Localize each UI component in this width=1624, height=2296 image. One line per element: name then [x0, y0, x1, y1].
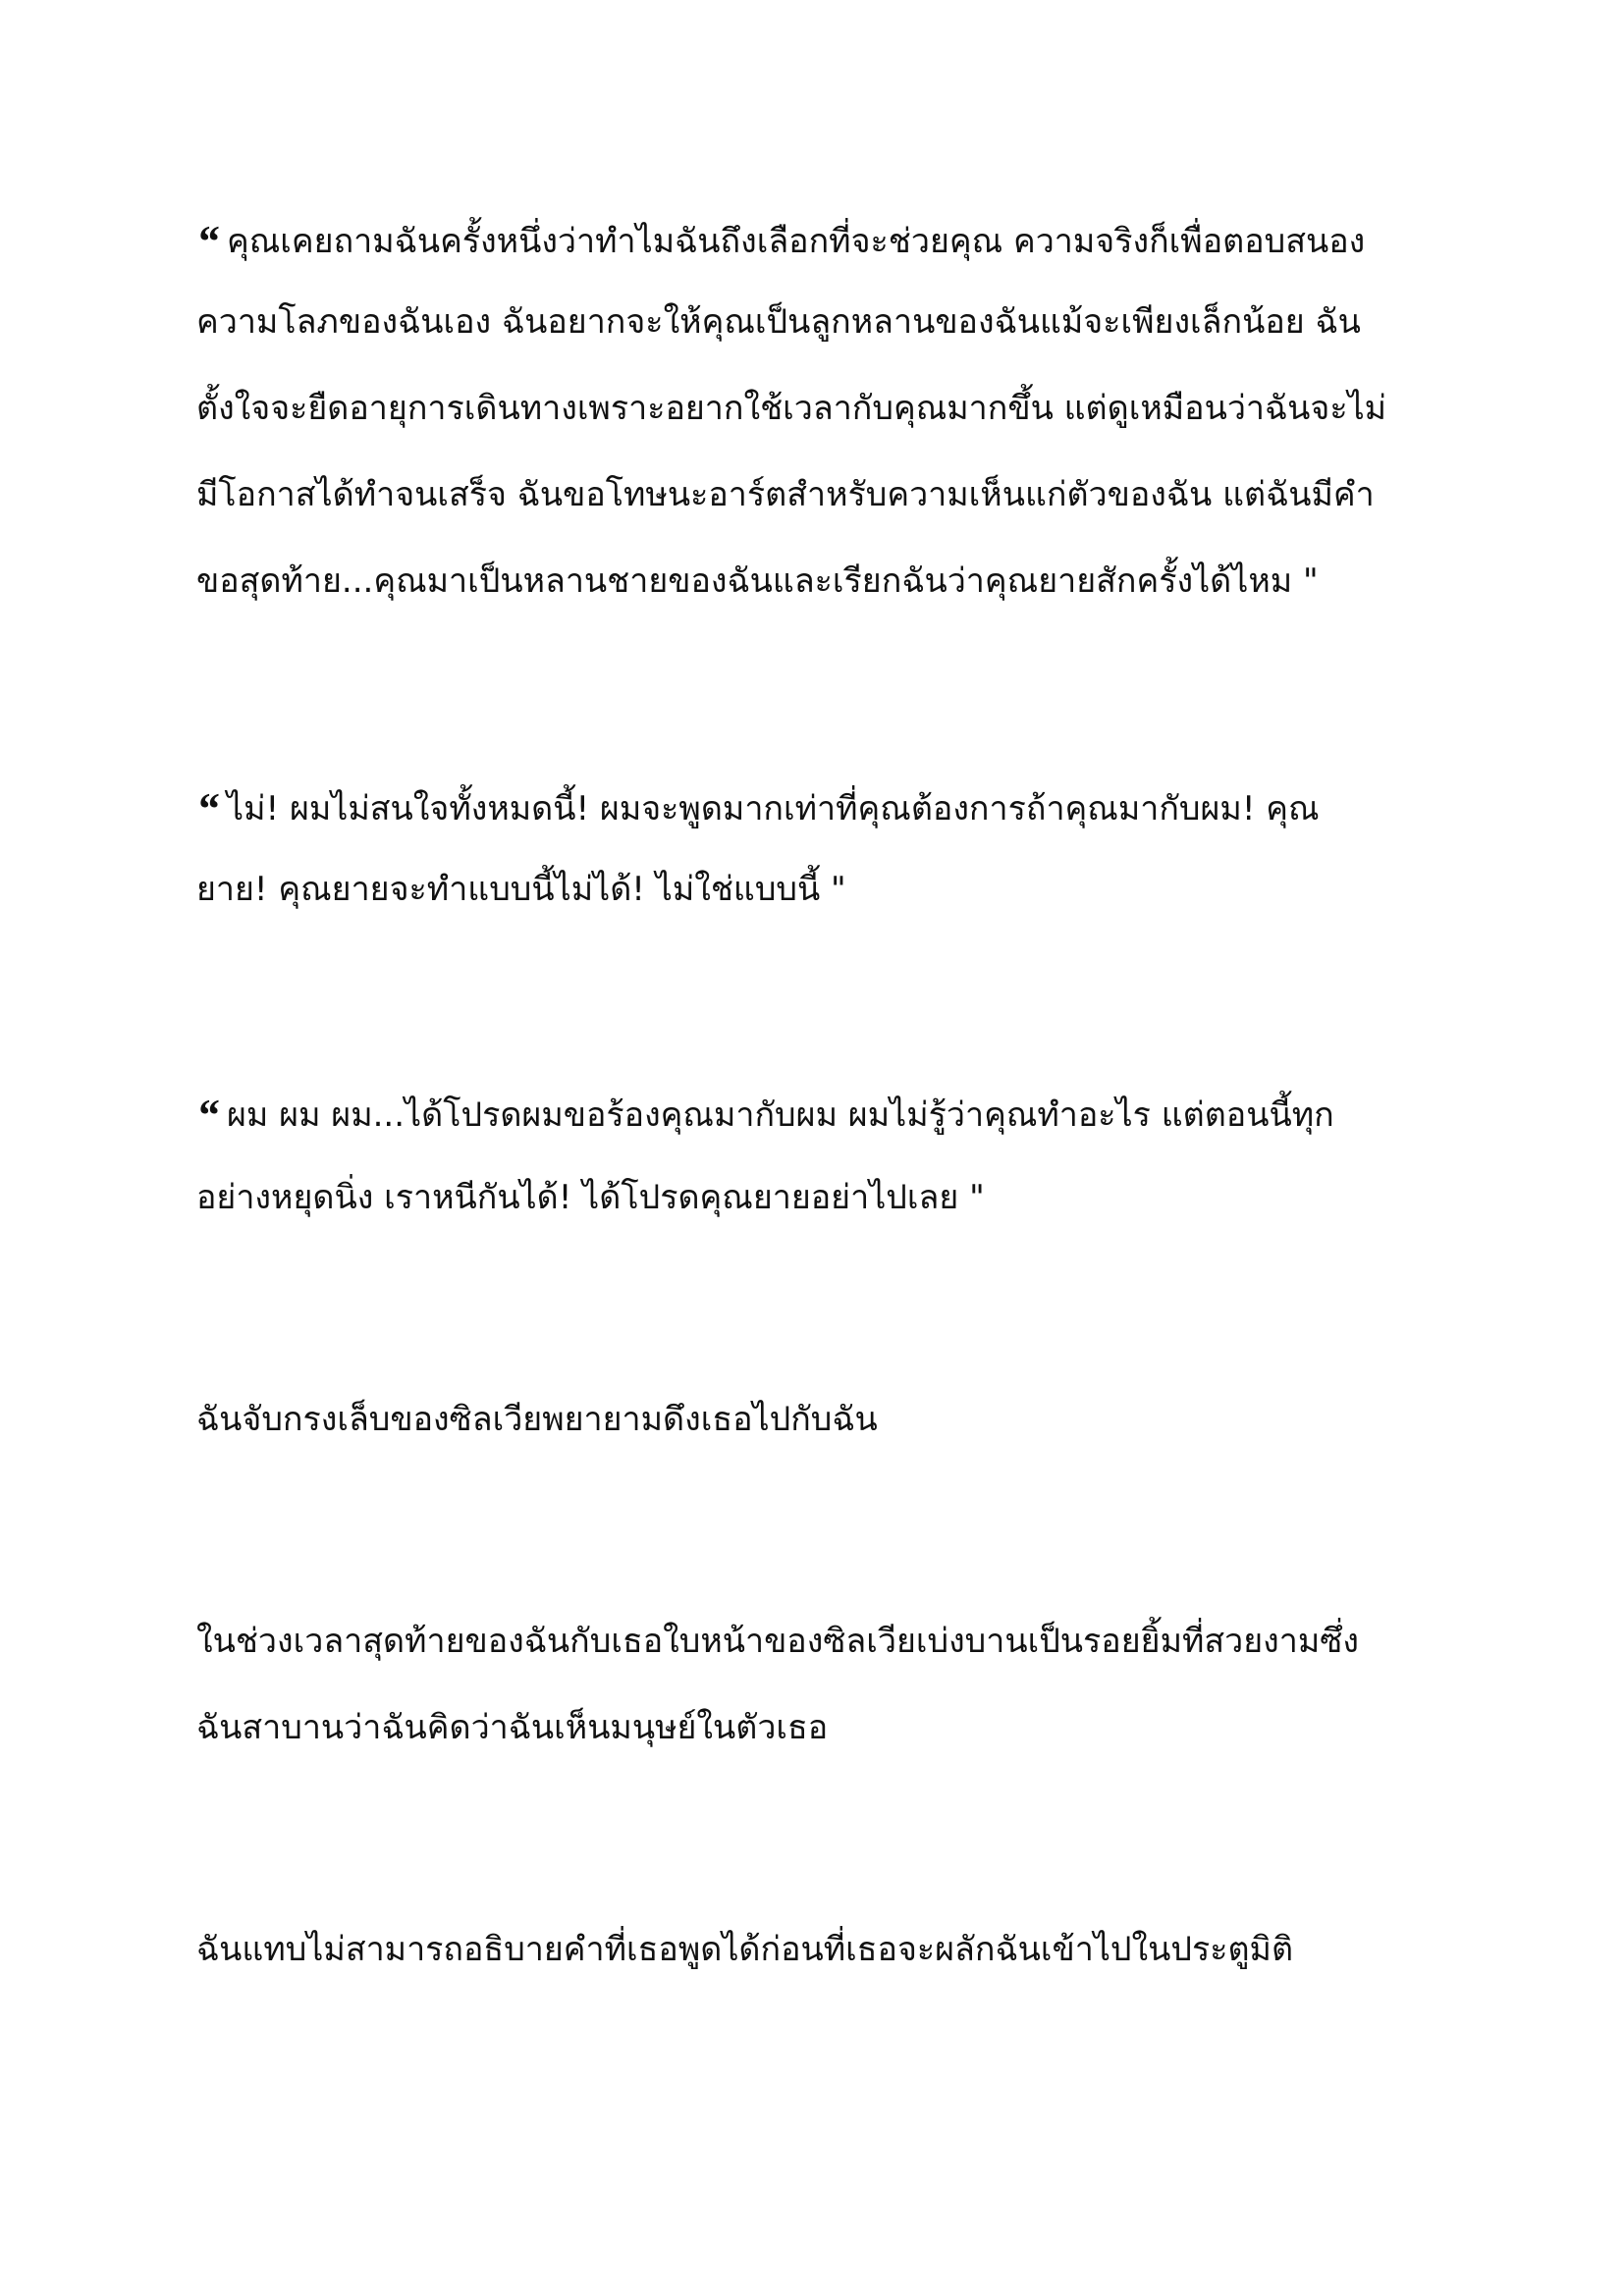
paragraph-3-line-1: ผม ผม ผม...ได้โปรดผมขอร้องคุณมากับผม ผมไม่รู้ว่าคุณทำอะไร แต่ตอนนี้ทุก — [227, 1095, 1334, 1135]
paragraph-1-line-2: ความโลภของฉันเอง ฉันอยากจะให้คุณเป็นลูกหลานของฉันแม้จะเพียงเล็กน้อย ฉัน — [196, 302, 1361, 342]
text-line — [196, 1090, 1334, 1140]
text-line — [196, 783, 1320, 833]
paragraph-4-line-1: ฉันจับกรงเล็บของซิลเวียพยายามดึงเธอไปกับฉัน — [196, 1400, 878, 1439]
paragraph-2-line-1: ไม่! ผมไม่สนใจทั้งหมดนี้! ผมจะพูดมากเท่าที่คุณต้องการถ้าคุณมากับผม! คุณ — [227, 789, 1320, 828]
text-line — [196, 216, 1366, 266]
paragraph-5-line-2: ฉันสาบานว่าฉันคิดว่าฉันเห็นมนุษย์ในตัวเธอ — [196, 1708, 829, 1747]
opening-quote-mark: “ — [196, 1090, 219, 1140]
paragraph-3-line-2: อย่างหยุดนิ่ง เราหนีกันได้! ได้โปรดคุณยายอย่าไปเลย " — [196, 1178, 985, 1217]
paragraph-6-line-1: ฉันแทบไม่สามารถอธิบายคำที่เธอพูดได้ก่อนที่เธอจะผลักฉันเข้าไปในประตูมิติ — [196, 1930, 1294, 1969]
paragraph-2-line-2: ยาย! คุณยายจะทำแบบนี้ไม่ได้! ไม่ใช่แบบนี้ " — [196, 870, 846, 909]
paragraph-1-line-3: ตั้งใจจะยืดอายุการเดินทางเพราะอยากใช้เวลากับคุณมากขึ้น แต่ดูเหมือนว่าฉันจะไม่ — [196, 389, 1387, 428]
paragraph-1-line-1: คุณเคยถามฉันครั้งหนึ่งว่าทำไมฉันถึงเลือกที่จะช่วยคุณ ความจริงก็เพื่อตอบสนอง — [227, 222, 1366, 261]
paragraph-1-line-5: ขอสุดท้าย...คุณมาเป็นหลานชายของฉันและเรียกฉันว่าคุณยายสักครั้งได้ไหม " — [196, 561, 1319, 601]
paragraph-5-line-1: ในช่วงเวลาสุดท้ายของฉันกับเธอใบหน้าของซิลเวียเบ่งบานเป็นรอยยิ้มที่สวยงามซึ่ง — [196, 1622, 1359, 1661]
opening-quote-mark: “ — [196, 216, 219, 266]
opening-quote-mark: “ — [196, 783, 219, 833]
paragraph-1-line-4: มีโอกาสได้ทำจนเสร็จ ฉันขอโทษนะอาร์ตสำหรับความเห็นแก่ตัวของฉัน แต่ฉันมีคำ — [196, 475, 1375, 514]
